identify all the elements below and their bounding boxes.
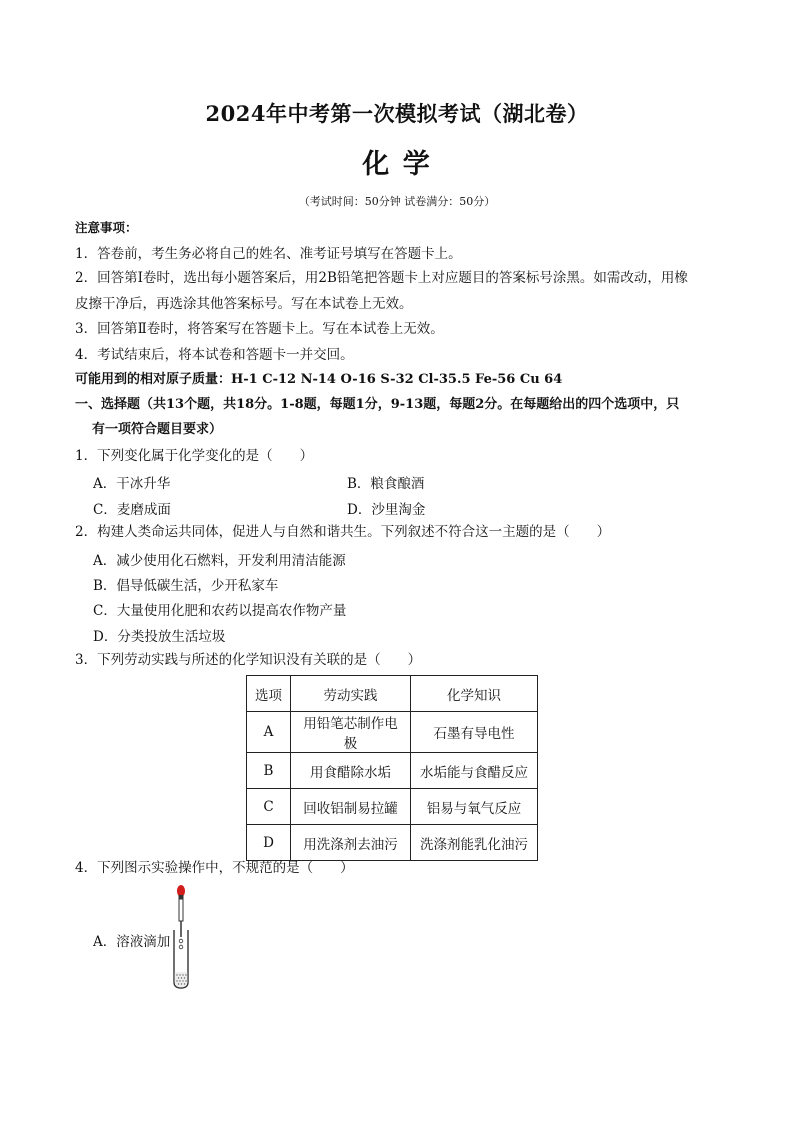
- table-row: [247, 825, 538, 861]
- exam-title: 2024年中考第一次模拟考试（湖北卷）: [205, 101, 589, 126]
- q4-option-a: A．溶液滴加: [93, 934, 171, 950]
- table-cell: C: [247, 789, 291, 825]
- table-cell: 石墨有导电性: [411, 712, 538, 753]
- q3-stem: 3．下列劳动实践与所述的化学知识没有关联的是（ ）: [75, 652, 422, 668]
- table-row: [247, 789, 538, 825]
- q1-option-a: A．干冰升华: [93, 476, 171, 492]
- table-cell: 用食醋除水垢: [291, 753, 411, 789]
- table-cell: 洗涤剂能乳化油污: [411, 825, 538, 861]
- table-row: [247, 753, 538, 789]
- q2-stem: 2．构建人类命运共同体，促进人与自然和谐共生。下列叙述不符合这一主题的是（ ）: [75, 524, 611, 540]
- table-cell: B: [247, 753, 291, 789]
- table-row: [247, 712, 538, 753]
- q4-stem: 4．下列图示实验操作中，不规范的是（ ）: [75, 860, 354, 876]
- table-cell: 水垢能与食醋反应: [411, 753, 538, 789]
- table-cell: 用铅笔芯制作电极: [291, 712, 411, 753]
- note-item: 皮擦干净后，再选涂其他答案标号。写在本试卷上无效。: [75, 296, 413, 312]
- table-header-cell: 选项: [247, 676, 291, 712]
- q2-option-b: B．倡导低碳生活，少开私家车: [93, 578, 279, 594]
- note-item: 4．考试结束后，将本试卷和答题卡一并交回。: [75, 347, 354, 363]
- table-cell: A: [247, 712, 291, 753]
- q2-option-d: D．分类投放生活垃圾: [93, 629, 226, 645]
- dropper-pipe-icon: [179, 899, 183, 921]
- table-cell: D: [247, 825, 291, 861]
- q3-table: [246, 675, 538, 861]
- section-heading-cont: 有一项符合题目要求）: [92, 422, 223, 437]
- table-cell: 用洗涤剂去油污: [291, 825, 411, 861]
- dropper-test-tube-figure: [166, 882, 196, 992]
- note-item: 2．回答第Ⅰ卷时，选出每小题答案后，用2B铅笔把答题卡上对应题目的答案标号涂黑。如需改动，用橡: [75, 270, 688, 286]
- atomic-masses: 可能用到的相对原子质量：H-1 C-12 N-14 O-16 S-32 Cl-35.5 Fe-56 Cu 64: [75, 372, 563, 387]
- table-cell: 回收铝制易拉罐: [291, 789, 411, 825]
- q1-option-d: D．沙里淘金: [347, 502, 426, 518]
- note-item: 3．回答第Ⅱ卷时，将答案写在答题卡上。写在本试卷上无效。: [75, 321, 444, 337]
- q1-option-b: B．粮食酿酒: [347, 476, 425, 492]
- table-cell: 铝易与氧气反应: [411, 789, 538, 825]
- subject-title: 化 学: [362, 149, 432, 180]
- q1-option-c: C．麦磨成面: [93, 502, 171, 518]
- section-heading: 一、选择题（共13个题，共18分。1-8题，每题1分，9-13题，每题2分。在每题给出的四个选项中，只: [75, 397, 680, 412]
- table-header-cell: 劳动实践: [291, 676, 411, 712]
- q2-option-c: C．大量使用化肥和农药以提高农作物产量: [93, 603, 347, 619]
- q1-stem: 1．下列变化属于化学变化的是（ ）: [75, 448, 314, 464]
- notes-heading: 注意事项：: [75, 220, 138, 235]
- q2-option-a: A．减少使用化石燃料，开发利用清洁能源: [93, 553, 346, 569]
- dropper-collar-icon: [179, 895, 184, 899]
- table-header-row: [247, 676, 538, 712]
- note-item: 1．答卷前，考生务必将自己的姓名、准考证号填写在答题卡上。: [75, 246, 462, 262]
- exam-info: （考试时间：50分钟 试卷满分：50分）: [298, 195, 496, 208]
- table-header-cell: 化学知识: [411, 676, 538, 712]
